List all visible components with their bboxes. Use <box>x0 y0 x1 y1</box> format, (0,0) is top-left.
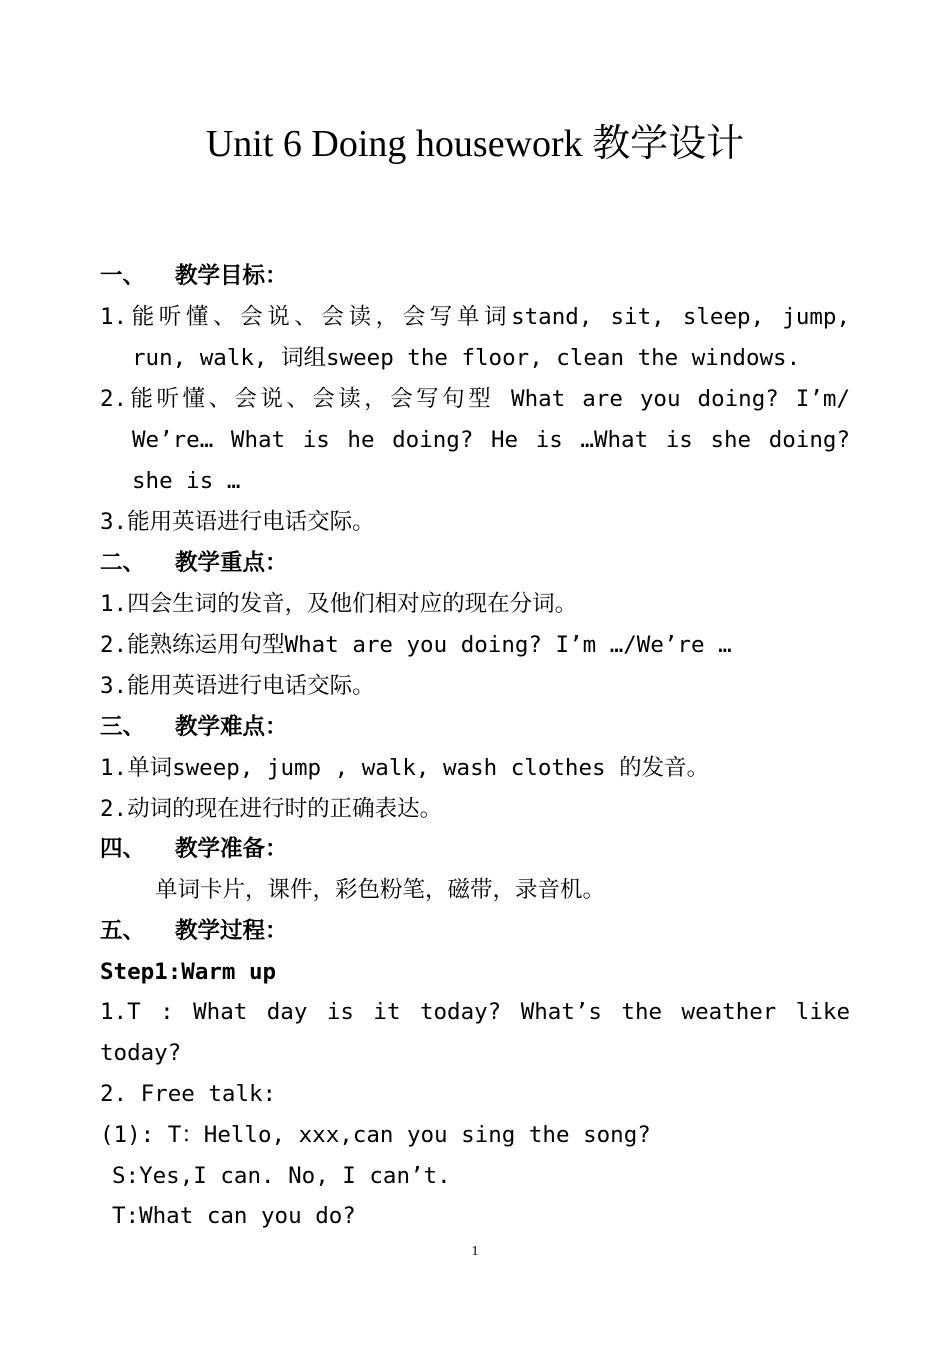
section-label: 教学过程： <box>175 918 288 944</box>
difficulty-line-1: 1.单词sweep, jump , walk, wash clothes 的发音。 <box>100 755 710 781</box>
section-heading-difficulties <box>100 712 288 742</box>
section-number: 一、 <box>100 263 146 289</box>
objective-line-3: 2.能听懂、会说、会读，会写句型 What are you doing? I’m/ <box>100 386 850 412</box>
process-line-6: T:What can you do? <box>112 1203 356 1229</box>
objective-line-4: We’re… What is he doing? He is …What is she doing? <box>132 427 850 453</box>
objective-line-6: 3.能用英语进行电话交际。 <box>100 509 375 535</box>
section-number: 五、 <box>100 918 146 944</box>
section-heading-objectives <box>100 261 288 291</box>
process-line-3: 2. Free talk: <box>100 1081 277 1107</box>
objective-line-5: she is … <box>132 468 241 494</box>
key-point-line-1: 1.四会生词的发音，及他们相对应的现在分词。 <box>100 591 578 617</box>
step1-heading: Step1:Warm up <box>100 959 277 985</box>
process-line-2: today? <box>100 1040 182 1066</box>
section-number: 二、 <box>100 550 146 576</box>
section-heading-process <box>100 916 288 946</box>
key-point-line-2: 2.能熟练运用句型What are you doing? I’m …/We’re … <box>100 632 732 658</box>
process-line-1: 1.T : What day is it today? What’s the weather like <box>100 999 850 1025</box>
section-label: 教学准备： <box>175 836 288 862</box>
page-number: 1 <box>471 1244 479 1259</box>
difficulty-line-2: 2.动词的现在进行时的正确表达。 <box>100 796 443 822</box>
objective-line-1: 1.能听懂、会说、会读，会写单词stand, sit, sleep, jump, <box>100 304 850 330</box>
section-label: 教学重点： <box>175 550 288 576</box>
section-heading-key-points <box>100 548 288 578</box>
process-line-4: (1): T：Hello, xxx,can you sing the song? <box>100 1122 651 1148</box>
section-heading-preparation <box>100 834 288 864</box>
preparation-text: 单词卡片，课件，彩色粉笔，磁带，录音机。 <box>155 877 606 903</box>
objective-line-2: run, walk, 词组sweep the floor, clean the windows. <box>132 345 801 371</box>
section-label: 教学目标： <box>175 263 288 289</box>
key-point-line-3: 3.能用英语进行电话交际。 <box>100 673 375 699</box>
document-title: Unit 6 Doing housework 教学设计 <box>205 123 745 165</box>
section-number: 三、 <box>100 714 146 740</box>
section-label: 教学难点： <box>175 714 288 740</box>
process-line-5: S:Yes,I can. No, I can’t. <box>112 1163 451 1189</box>
section-number: 四、 <box>100 836 146 862</box>
